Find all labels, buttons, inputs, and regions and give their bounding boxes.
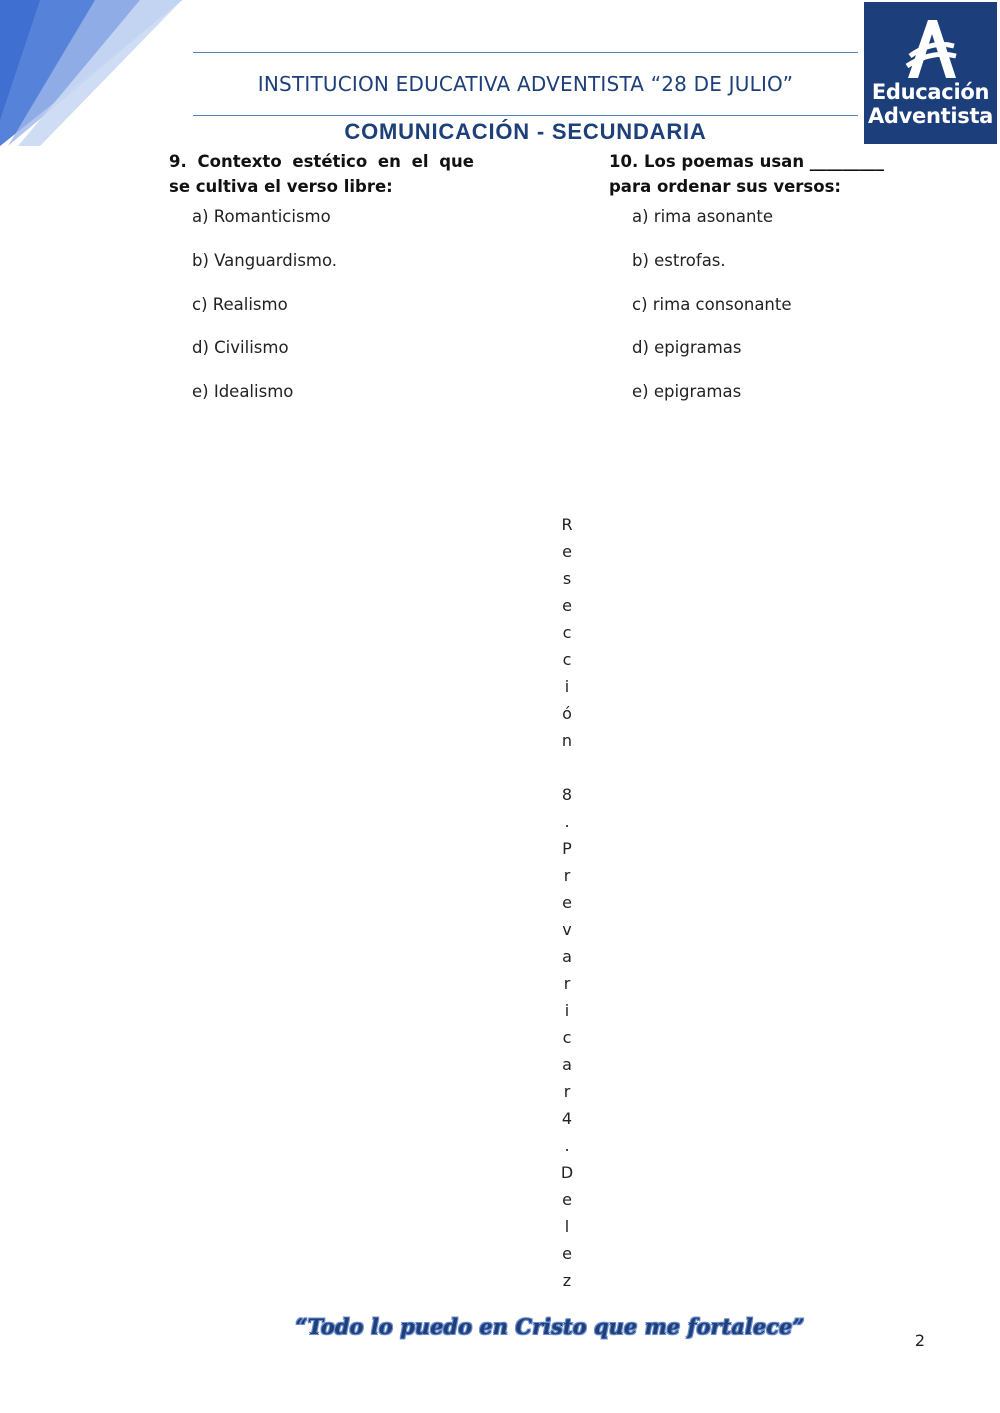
vertical-text: R e s e c c i ó n 8 . P r e v a r i c a r 4 . D e l e z <box>560 515 574 1290</box>
option-10d[interactable]: d) epigramas <box>632 338 742 358</box>
option-9b[interactable]: b) Vanguardismo. <box>192 250 338 270</box>
option-9a[interactable]: a) Romanticismo <box>192 207 331 226</box>
logo-line-1: Educación <box>871 80 990 104</box>
footer-motto: “Todo lo puedo en Cristo que me fortalece” <box>295 1314 805 1339</box>
header-rule-bottom <box>193 115 858 116</box>
page-number: 2 <box>914 1331 926 1350</box>
corner-decoration <box>0 0 182 146</box>
education-logo <box>864 2 997 144</box>
option-10a[interactable]: a) rima asonante <box>632 207 774 226</box>
option-10e[interactable]: e) epigramas <box>632 382 742 402</box>
subject-title: COMUNICACIÓN - SECUNDARIA <box>344 119 707 144</box>
option-9e[interactable]: e) Idealismo <box>192 382 294 402</box>
question-9-options <box>192 206 337 425</box>
logo-line-2: Adventista <box>867 104 994 128</box>
school-name: INSTITUCION EDUCATIVA ADVENTISTA “28 DE JULIO” <box>257 72 794 96</box>
option-9c[interactable]: c) Realismo <box>192 294 288 314</box>
question-9-prompt: 9. Contexto estético en el que se cultiva el verso libre: <box>169 152 474 196</box>
question-10-options <box>632 206 792 425</box>
option-9d[interactable]: d) Civilismo <box>192 338 289 358</box>
option-10c[interactable]: c) rima consonante <box>632 294 792 314</box>
header-rule-top <box>193 52 858 53</box>
adventist-a-icon <box>904 18 958 80</box>
option-10b[interactable]: b) estrofas. <box>632 250 726 270</box>
question-10-prompt: 10. Los poemas usan _________ para ordenar sus versos: <box>609 152 885 196</box>
